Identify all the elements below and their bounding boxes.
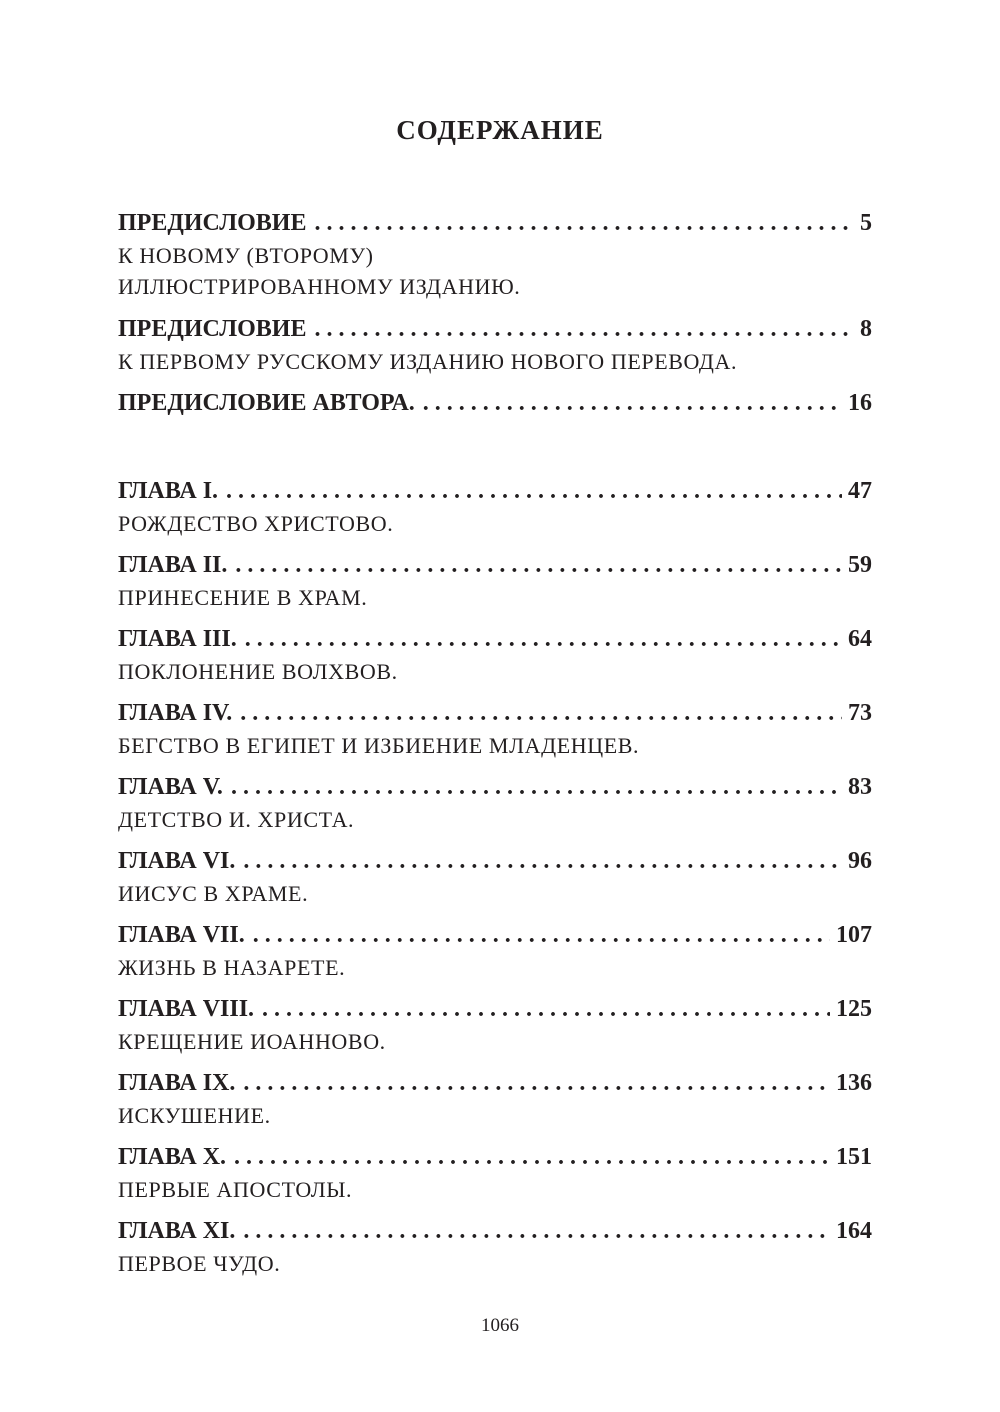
toc-page-number: 151 (836, 1144, 872, 1170)
toc-entry[interactable] (118, 992, 872, 1057)
toc-entry[interactable] (118, 1066, 872, 1131)
toc-entry[interactable] (118, 474, 872, 539)
toc-subtitle: ПРИНЕСЕНИЕ В ХРАМ. (118, 585, 368, 610)
toc-heading: ГЛАВА IX. (118, 1070, 236, 1096)
toc-subtitle: ПЕРВОЕ ЧУДО. (118, 1251, 281, 1276)
toc-heading-row (118, 918, 872, 952)
toc-page-number: 125 (836, 996, 872, 1022)
dot-leader (423, 386, 842, 420)
toc-heading: ГЛАВА IV. (118, 700, 233, 726)
toc-subtitle: ПОКЛОНЕНИЕ ВОЛХВОВ. (118, 659, 398, 684)
toc-heading-row (118, 1066, 872, 1100)
toc-subtitle: ИИСУС В ХРАМЕ. (118, 881, 309, 906)
toc-heading-row (118, 1214, 872, 1248)
dot-leader (231, 770, 842, 804)
toc-heading: ГЛАВА VI. (118, 848, 236, 874)
toc-heading: ГЛАВА V. (118, 774, 223, 800)
toc-heading-row (118, 474, 872, 508)
toc-entry[interactable] (118, 770, 872, 835)
toc-heading: ГЛАВА I. (118, 478, 219, 504)
toc-heading-row (118, 548, 872, 582)
toc-page-number: 136 (836, 1070, 872, 1096)
toc-entry[interactable] (118, 1214, 872, 1279)
toc-entry[interactable] (118, 696, 872, 761)
toc-heading-row (118, 770, 872, 804)
toc-heading-row (118, 1140, 872, 1174)
toc-heading: ГЛАВА II. (118, 552, 228, 578)
toc-subtitle: ЖИЗНЬ В НАЗАРЕТЕ. (118, 955, 346, 980)
toc-page-number: 16 (848, 390, 872, 416)
toc-subtitle: ПЕРВЫЕ АПОСТОЛЫ. (118, 1177, 353, 1202)
toc-heading: ПРЕДИСЛОВИЕ (118, 316, 307, 342)
toc-entry[interactable] (118, 206, 872, 302)
toc-page-number: 47 (848, 478, 872, 504)
dot-leader (262, 992, 830, 1026)
toc-entry[interactable] (118, 386, 872, 420)
toc-page-number: 8 (860, 316, 872, 342)
toc-subtitle: КРЕЩЕНИЕ ИОАННОВО. (118, 1029, 386, 1054)
toc-subtitle: ИЛЛЮСТРИРОВАННОМУ ИЗДАНИЮ. (118, 274, 521, 299)
toc-entry[interactable] (118, 312, 872, 377)
toc-entry[interactable] (118, 1140, 872, 1205)
toc-subtitle: ДЕТСТВО И. ХРИСТА. (118, 807, 355, 832)
toc-page-number: 64 (848, 626, 872, 652)
dot-leader (243, 1214, 830, 1248)
toc-heading-row (118, 206, 872, 240)
dot-leader (235, 548, 842, 582)
toc-heading-row (118, 622, 872, 656)
toc-heading-row (118, 992, 872, 1026)
toc-page-number: 164 (836, 1218, 872, 1244)
toc-heading-row (118, 696, 872, 730)
toc-heading: ГЛАВА XI. (118, 1218, 236, 1244)
toc-entry[interactable] (118, 622, 872, 687)
toc-heading-row (118, 844, 872, 878)
dot-leader (234, 1140, 830, 1174)
toc-heading: ГЛАВА VII. (118, 922, 245, 948)
toc-entry[interactable] (118, 918, 872, 983)
toc-heading: ПРЕДИСЛОВИЕ (118, 210, 307, 236)
toc-heading: ПРЕДИСЛОВИЕ АВТОРА. (118, 390, 415, 416)
toc-subtitle: БЕГСТВО В ЕГИПЕТ И ИЗБИЕНИЕ МЛАДЕНЦЕВ. (118, 733, 640, 758)
toc-heading: ГЛАВА III. (118, 626, 237, 652)
toc-subtitle: К НОВОМУ (ВТОРОМУ) (118, 243, 374, 268)
toc-heading-row (118, 386, 872, 420)
dot-leader (253, 918, 830, 952)
toc-page-number: 96 (848, 848, 872, 874)
toc-entry[interactable] (118, 844, 872, 909)
dot-leader (240, 696, 842, 730)
dot-leader (226, 474, 842, 508)
toc-subtitle: К ПЕРВОМУ РУССКОМУ ИЗДАНИЮ НОВОГО ПЕРЕВОДА. (118, 349, 738, 374)
toc-page-number: 83 (848, 774, 872, 800)
toc-heading: ГЛАВА X. (118, 1144, 227, 1170)
dot-leader (245, 622, 842, 656)
dot-leader (314, 312, 854, 346)
dot-leader (314, 206, 854, 240)
toc-heading-row (118, 312, 872, 346)
toc-heading: ГЛАВА VIII. (118, 996, 255, 1022)
toc-subtitle: РОЖДЕСТВО ХРИСТОВО. (118, 511, 394, 536)
toc-page-number: 59 (848, 552, 872, 578)
page-number: 1066 (481, 1315, 519, 1336)
toc-subtitle: ИСКУШЕНИЕ. (118, 1103, 271, 1128)
toc-page-number: 107 (836, 922, 872, 948)
page-title: СОДЕРЖАНИЕ (396, 115, 604, 145)
toc-page-number: 5 (860, 210, 872, 236)
toc-page-number: 73 (848, 700, 872, 726)
toc-entry[interactable] (118, 548, 872, 613)
dot-leader (243, 844, 842, 878)
dot-leader (243, 1066, 830, 1100)
